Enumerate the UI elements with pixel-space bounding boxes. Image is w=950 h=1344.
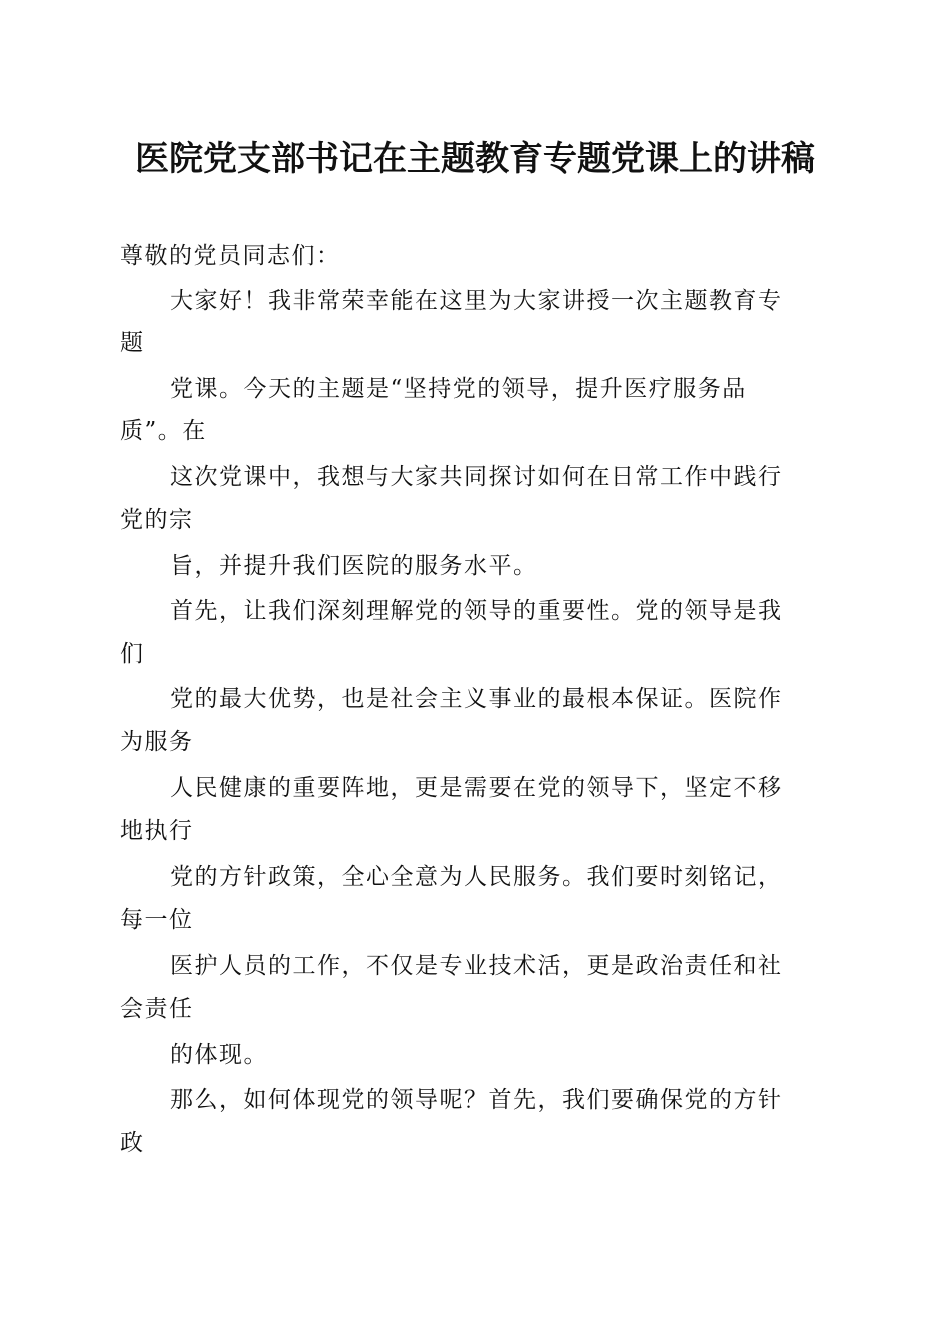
paragraph-line: 人民健康的重要阵地，更是需要在党的领导下，坚定不移 (170, 775, 783, 801)
paragraph-line: 题 (120, 330, 145, 356)
paragraph-line: 们 (120, 641, 145, 667)
paragraph-line: 医护人员的工作，不仅是专业技术活，更是政治责任和社 (170, 953, 783, 979)
paragraph-line: 党的最大优势，也是社会主义事业的最根本保证。医院作 (170, 686, 783, 712)
paragraph-line: 首先，让我们深刻理解党的领导的重要性。党的领导是我 (170, 598, 783, 624)
paragraph-line: 这次党课中，我想与大家共同探讨如何在日常工作中践行 (170, 464, 783, 490)
paragraph-line: 旨，并提升我们医院的服务水平。 (170, 553, 538, 579)
paragraph-line: 会责任 (120, 996, 194, 1022)
paragraph-line: 党的方针政策，全心全意为人民服务。我们要时刻铭记， (170, 864, 783, 890)
paragraph-line: 每一位 (120, 907, 194, 933)
paragraph-line: 质”。在 (120, 418, 207, 444)
paragraph-line: 党课。今天的主题是“坚持党的领导，提升医疗服务品 (170, 376, 747, 402)
paragraph-line: 政 (120, 1130, 145, 1156)
paragraph-line: 大家好！我非常荣幸能在这里为大家讲授一次主题教育专 (170, 288, 783, 314)
document-title: 医院党支部书记在主题教育专题党课上的讲稿 (135, 139, 815, 179)
paragraph-line: 为服务 (120, 729, 194, 755)
paragraph-line: 党的宗 (120, 507, 194, 533)
paragraph-line: 的体现。 (170, 1042, 268, 1068)
salutation-line: 尊敬的党员同志们： (120, 243, 341, 269)
paragraph-line: 地执行 (120, 818, 194, 844)
paragraph-line: 那么，如何体现党的领导呢？首先，我们要确保党的方针 (170, 1087, 783, 1113)
